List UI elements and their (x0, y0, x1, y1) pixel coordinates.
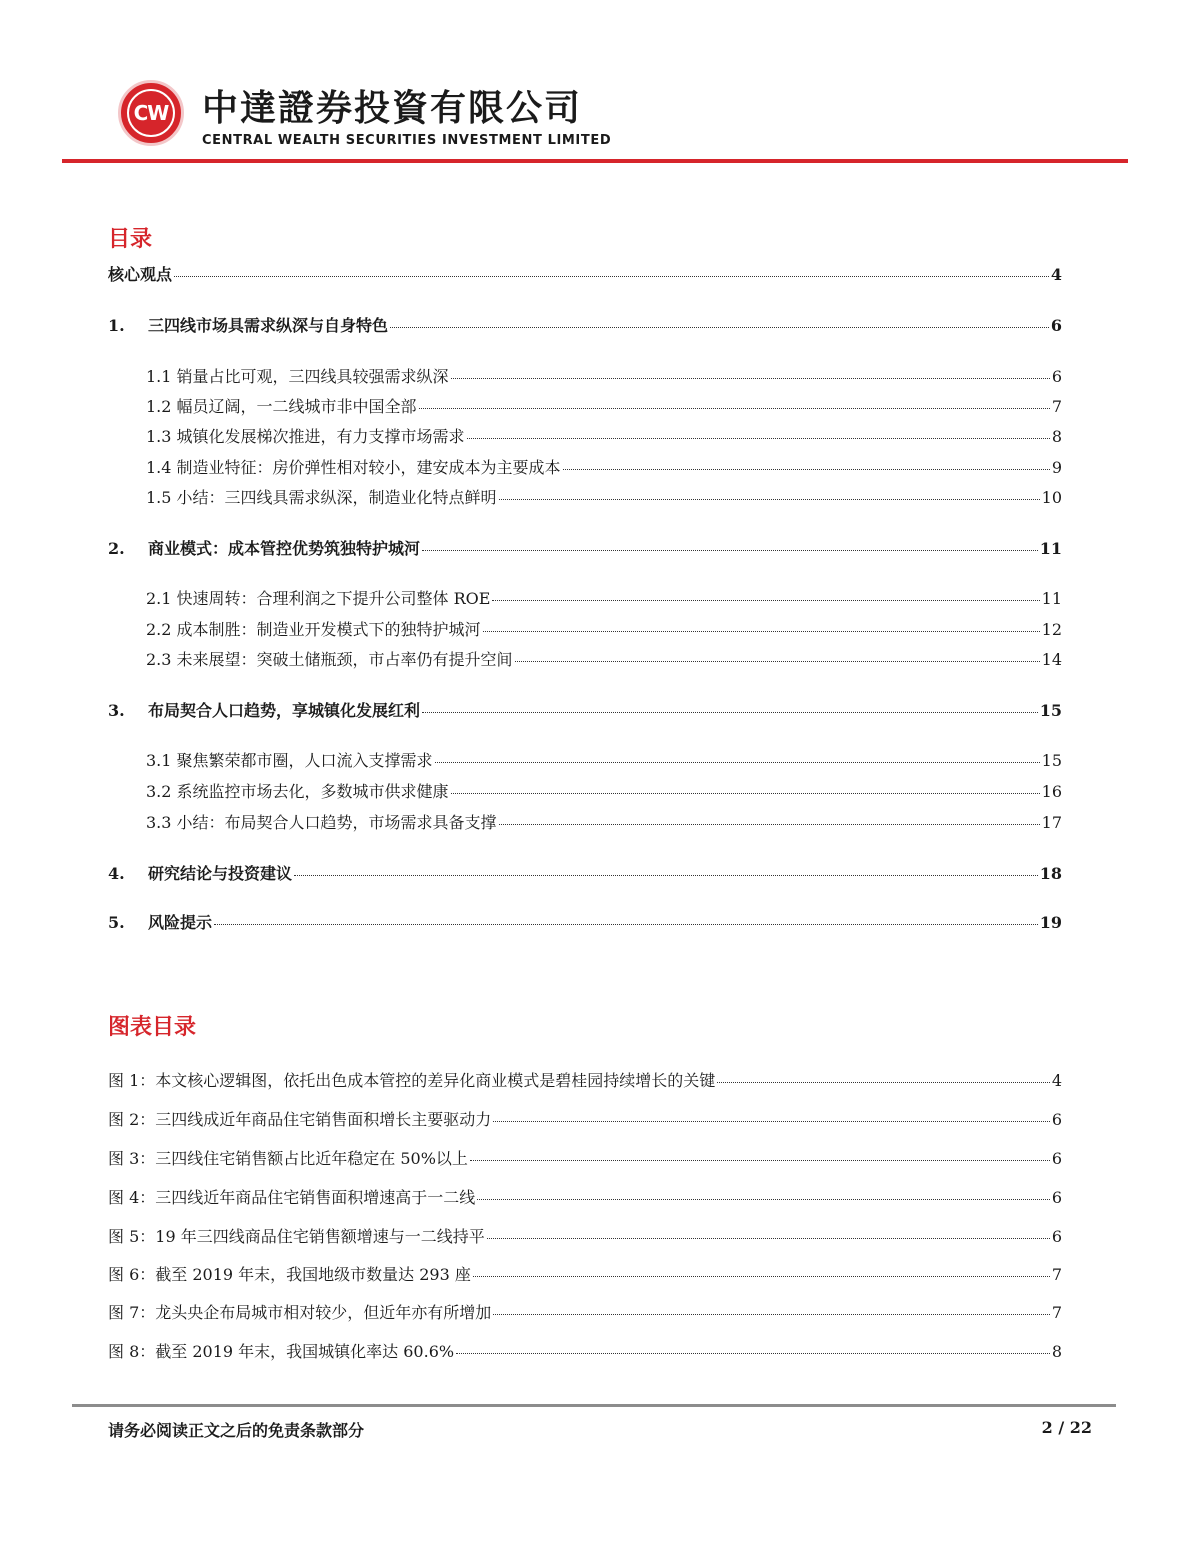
toc-section-entry[interactable] (146, 394, 1062, 416)
toc-entry-page: 4 (1050, 265, 1062, 284)
toc-section-entry[interactable] (146, 810, 1062, 832)
toc-entry-title: 2.3 未来展望：突破土储瓶颈，市占率仍有提升空间 (146, 650, 513, 669)
dot-leader (470, 1160, 1050, 1161)
dot-leader (467, 438, 1050, 439)
toc-entry-title: 核心观点 (108, 265, 173, 284)
figure-entry-title: 图 2：三四线成近年商品住宅销售面积增长主要驱动力 (108, 1110, 492, 1129)
toc-entry-page: 6 (1050, 316, 1062, 335)
dot-leader (492, 600, 1039, 601)
figure-entry-page: 8 (1051, 1342, 1062, 1361)
footer-divider (72, 1404, 1116, 1407)
toc-entry-page: 11 (1039, 539, 1062, 558)
dot-leader (419, 408, 1050, 409)
toc-entry-page: 7 (1051, 397, 1062, 416)
toc-entry-title: 1.5 小结：三四线具需求纵深，制造业化特点鲜明 (146, 488, 497, 507)
dot-leader (214, 924, 1038, 925)
toc-entry-page: 15 (1039, 701, 1062, 720)
dot-leader (717, 1082, 1050, 1083)
toc-section-entry[interactable] (146, 748, 1062, 770)
toc-entry-page: 6 (1051, 367, 1062, 386)
figure-list-entry[interactable] (108, 1146, 1062, 1168)
dot-leader (477, 1199, 1050, 1200)
figure-list-entry[interactable] (108, 1224, 1062, 1246)
dot-leader (473, 1276, 1050, 1277)
dot-leader (451, 793, 1040, 794)
toc-entry-page: 14 (1041, 650, 1062, 669)
toc-entry-title: 1.4 制造业特征：房价弹性相对较小，建安成本为主要成本 (146, 458, 561, 477)
toc-entry-title: 2.1 快速周转：合理利润之下提升公司整体 ROE (146, 589, 491, 608)
toc-chapter-entry[interactable] (108, 262, 1062, 284)
dot-leader (456, 1353, 1050, 1354)
toc-title: 目录 (108, 227, 153, 252)
figure-list-entry[interactable] (108, 1107, 1062, 1129)
toc-entry-title: 商业模式：成本管控优势筑独特护城河 (148, 539, 421, 558)
company-name-english: CENTRAL WEALTH SECURITIES INVESTMENT LIMITED (202, 133, 612, 148)
toc-entry-number: 1. (108, 316, 125, 335)
toc-section-entry[interactable] (146, 779, 1062, 801)
figure-entry-title: 图 4：三四线近年商品住宅销售面积增速高于一二线 (108, 1188, 476, 1207)
toc-entry-title: 2.2 成本制胜：制造业开发模式下的独特护城河 (146, 620, 481, 639)
toc-section-entry[interactable] (146, 424, 1062, 446)
dot-leader (390, 327, 1049, 328)
dot-leader (422, 550, 1038, 551)
toc-section-entry[interactable] (146, 586, 1062, 608)
toc-entry-title: 3.2 系统监控市场去化，多数城市供求健康 (146, 782, 449, 801)
dot-leader (174, 276, 1049, 277)
dot-leader (493, 1121, 1050, 1122)
toc-entry-page: 8 (1051, 427, 1062, 446)
company-logo (118, 80, 184, 146)
toc-chapter-entry[interactable] (108, 698, 1062, 720)
figure-entry-title: 图 7：龙头央企布局城市相对较少，但近年亦有所增加 (108, 1303, 492, 1322)
page-indicator: 2 / 22 (1041, 1418, 1092, 1437)
figure-entry-page: 7 (1051, 1303, 1062, 1322)
toc-entry-page: 12 (1041, 620, 1062, 639)
toc-section-entry[interactable] (146, 455, 1062, 477)
dot-leader (435, 762, 1040, 763)
toc-entry-title: 布局契合人口趋势，享城镇化发展红利 (148, 701, 421, 720)
toc-entry-title: 三四线市场具需求纵深与自身特色 (148, 316, 389, 335)
toc-entry-page: 19 (1039, 913, 1062, 932)
figure-list-entry[interactable] (108, 1300, 1062, 1322)
toc-entry-number: 4. (108, 864, 125, 883)
figure-entry-page: 6 (1051, 1227, 1062, 1246)
toc-entry-page: 17 (1041, 813, 1062, 832)
toc-entry-page: 16 (1041, 782, 1062, 801)
figure-list-entry[interactable] (108, 1262, 1062, 1284)
dot-leader (563, 469, 1050, 470)
toc-entry-number: 2. (108, 539, 125, 558)
toc-entry-number: 3. (108, 701, 125, 720)
figures-title: 图表目录 (108, 1015, 197, 1040)
toc-chapter-entry[interactable] (108, 861, 1062, 883)
figure-list-entry[interactable] (108, 1339, 1062, 1361)
dot-leader (422, 712, 1038, 713)
toc-section-entry[interactable] (146, 647, 1062, 669)
figure-entry-page: 6 (1051, 1149, 1062, 1168)
logo-mark: CW (127, 89, 175, 137)
figure-entry-page: 7 (1051, 1265, 1062, 1284)
figure-entry-page: 4 (1051, 1071, 1062, 1090)
dot-leader (451, 378, 1050, 379)
figure-list-entry[interactable] (108, 1185, 1062, 1207)
toc-entry-page: 10 (1041, 488, 1062, 507)
toc-entry-title: 研究结论与投资建议 (148, 864, 293, 883)
dot-leader (515, 661, 1040, 662)
dot-leader (499, 824, 1040, 825)
dot-leader (483, 631, 1040, 632)
toc-entry-title: 3.1 聚焦繁荣都市圈，人口流入支撑需求 (146, 751, 433, 770)
toc-section-entry[interactable] (146, 485, 1062, 507)
page-header (62, 70, 1128, 166)
dot-leader (487, 1238, 1050, 1239)
toc-section-entry[interactable] (146, 617, 1062, 639)
toc-chapter-entry[interactable] (108, 910, 1062, 932)
dot-leader (294, 875, 1038, 876)
toc-entry-page: 18 (1039, 864, 1062, 883)
toc-section-entry[interactable] (146, 364, 1062, 386)
figure-entry-title: 图 1：本文核心逻辑图，依托出色成本管控的差异化商业模式是碧桂园持续增长的关键 (108, 1071, 716, 1090)
toc-entry-title: 1.1 销量占比可观，三四线具较强需求纵深 (146, 367, 449, 386)
figure-entry-title: 图 5：19 年三四线商品住宅销售额增速与一二线持平 (108, 1227, 485, 1246)
dot-leader (493, 1314, 1050, 1315)
disclaimer-note: 请务必阅读正文之后的免责条款部分 (108, 1421, 365, 1440)
figure-entry-page: 6 (1051, 1110, 1062, 1129)
header-divider (62, 159, 1128, 163)
toc-entry-title: 1.2 幅员辽阔，一二线城市非中国全部 (146, 397, 417, 416)
toc-entry-title: 1.3 城镇化发展梯次推进，有力支撑市场需求 (146, 427, 465, 446)
figure-entry-title: 图 3：三四线住宅销售额占比近年稳定在 50%以上 (108, 1149, 468, 1168)
toc-entry-title: 3.3 小结：布局契合人口趋势，市场需求具备支撑 (146, 813, 497, 832)
toc-entry-page: 11 (1041, 589, 1062, 608)
toc-entry-page: 9 (1051, 458, 1062, 477)
dot-leader (499, 499, 1040, 500)
toc-entry-title: 风险提示 (148, 913, 213, 932)
company-name-chinese: 中達證券投資有限公司 (202, 88, 583, 129)
figure-entry-title: 图 6：截至 2019 年末，我国地级市数量达 293 座 (108, 1265, 471, 1284)
toc-chapter-entry[interactable] (108, 313, 1062, 335)
toc-chapter-entry[interactable] (108, 536, 1062, 558)
figure-list-entry[interactable] (108, 1068, 1062, 1090)
toc-entry-number: 5. (108, 913, 125, 932)
figure-entry-page: 6 (1051, 1188, 1062, 1207)
toc-entry-page: 15 (1041, 751, 1062, 770)
figure-entry-title: 图 8：截至 2019 年末，我国城镇化率达 60.6% (108, 1342, 455, 1361)
